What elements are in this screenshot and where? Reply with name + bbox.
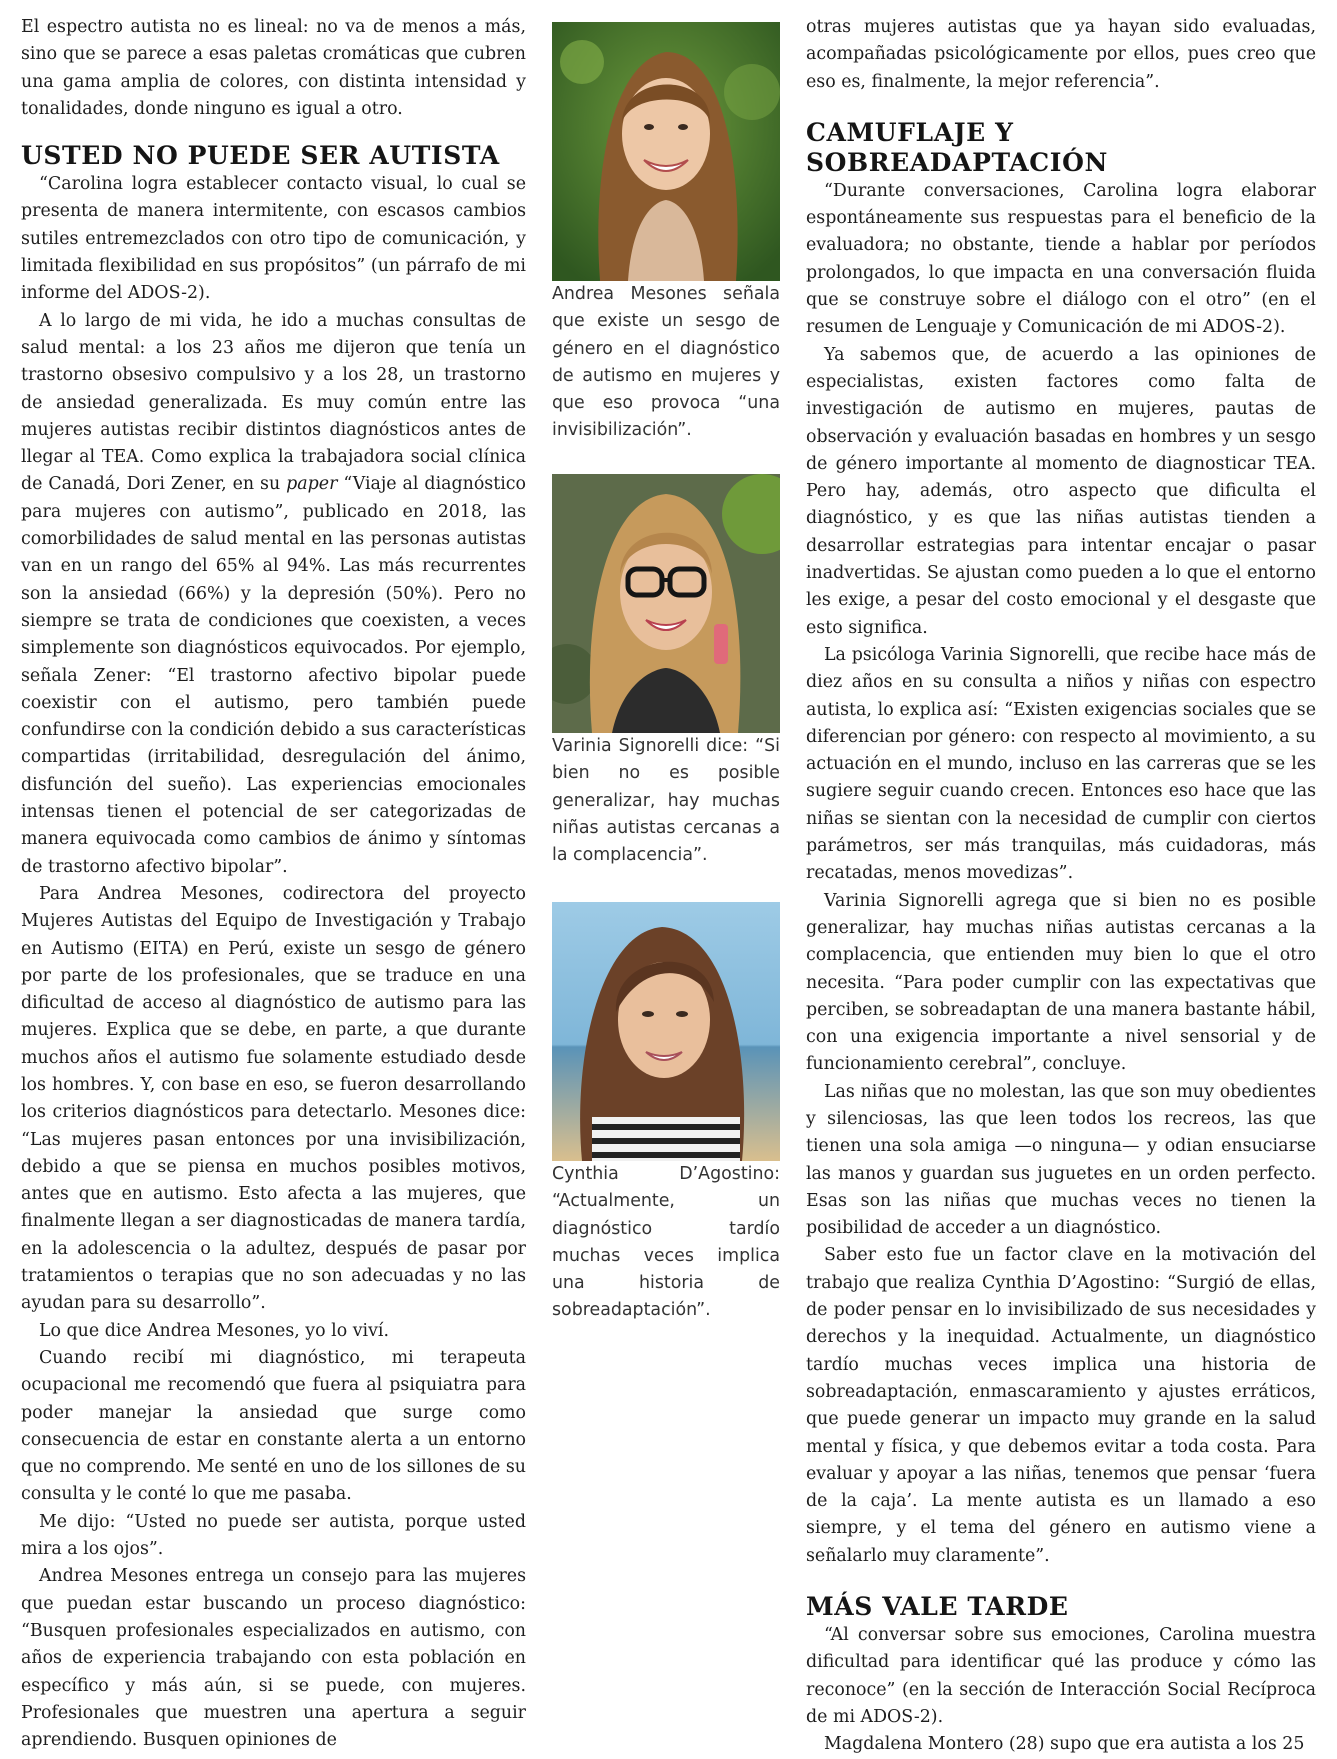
body-paragraph: Cuando recibí mi diagnóstico, mi terapeuta ocupacional me recomendó que fuera al psiquiatra para poder manejar la ansiedad que surge como consecuencia de estar en constante alerta a un entorno que no comprendo. Me senté en uno de los sillones de su consulta y le conté lo que me pasaba. <box>21 1347 526 1505</box>
section-heading-camuflaje: CAMUFLAJE Y SOBREADAPTACIÓN <box>806 117 1108 177</box>
body-paragraph: “Durante conversaciones, Carolina logra elaborar espontáneamente sus respuestas para el beneficio de la evaluadora; no obstante, tiende a hablar por períodos prolongados, lo que impacta en una conversación fluida que se construye sobre el diálogo con el otro” (en el resumen de Lenguaje y Comunicación de mi ADOS-2). <box>806 180 1316 338</box>
body-paragraph: Lo que dice Andrea Mesones, yo lo viví. <box>39 1320 389 1341</box>
photo-caption: Varinia Signorelli dice: “Si bien no es posible generalizar, hay muchas niñas autistas cercanas a la complacencia”. <box>552 736 780 866</box>
body-paragraph: Andrea Mesones entrega un consejo para las mujeres que puedan estar buscando un proceso diagnóstico: “Busquen profesionales especializados en autismo, con años de experiencia trabajando con esta población en específico y más aún, si se puede, con mujeres. Profesionales que muestren una apertura a seguir aprendiendo. Busquen opiniones de <box>21 1566 526 1751</box>
body-paragraph: Me dijo: “Usted no puede ser autista, porque usted mira a los ojos”. <box>21 1511 526 1560</box>
body-paragraph: “Carolina logra establecer contacto visual, lo cual se presenta de manera intermitente, con escasos cambios sutiles entremezclados con otro tipo de comunicación, y limitada flexibilidad en sus propósitos” (un párrafo de mi informe del ADOS-2). <box>21 174 526 304</box>
figure-varinia <box>552 474 780 869</box>
italic-term: paper <box>286 474 338 495</box>
body-paragraph: Varinia Signorelli agrega que si bien no es posible generalizar, hay muchas niñas autistas cercanas a la complacencia, que entienden muy bien lo que el otro necesita. “Para poder cumplir con las expectativas que perciben, se sobreadaptan de una manera bastante hábil, con una exigencia importante a nivel sensorial y de funcionamiento cerebral”, concluye. <box>806 890 1316 1075</box>
section-heading-mas-vale-tarde: MÁS VALE TARDE <box>806 1592 1069 1622</box>
portrait-photo-andrea <box>552 22 780 281</box>
body-paragraph: Saber esto fue un factor clave en la motivación del trabajo que realiza Cynthia D’Agostino: “Surgió de ellas, de poder pensar en lo invisibilizado de sus necesidades y derechos y la inequidad. Actualmente, un diagnóstico tardío muchas veces implica una historia de sobreadaptación, enmascaramiento y ajustes erráticos, que puede generar un impacto muy grande en la salud mental y física, y que debemos evitar a toda costa. Para evaluar y apoyar a las niñas, tenemos que pensar ‘fuera de la caja’. La mente autista es un llamado a eso siempre, y el tema del género en autismo viene a señalarlo muy claramente”. <box>806 1245 1316 1566</box>
intro-paragraph: El espectro autista no es lineal: no va de menos a más, sino que se parece a esas paletas cromáticas que cubren una gama amplia de colores, con distinta intensidad y tonalidades, donde ninguno es igual a otro. <box>21 17 526 119</box>
body-paragraph: Magdalena Montero (28) supo que era autista a los 25 <box>824 1734 1305 1755</box>
body-paragraph: Las niñas que no molestan, las que son muy obedientes y silenciosas, las que leen todos los recreos, las que tienen una sola amiga —o ninguna— y odian ensuciarse las manos y guardan sus juguetes en un orden perfecto. Esas son las niñas que muchas veces no tienen la posibilidad de acceder a un diagnóstico. <box>806 1081 1316 1239</box>
figure-andrea <box>552 22 780 445</box>
body-paragraph: A lo largo de mi vida, he ido a muchas consultas de salud mental: a los 23 años me dijeron que tenía un trastorno obsesivo compulsivo y a los 28, un trastorno de ansiedad generalizada. Es muy común entre las mujeres autistas recibir distintos diagnósticos antes de llegar al TEA. Como explica la trabajadora social clínica de Canadá, Dori Zener, en su paper “Viaje al diagnóstico para mujeres con autismo”, publicado en 2018, las comorbilidades de salud mental en las personas autistas van en un rango del 65% al 94%. Las más recurrentes son la ansiedad (66%) y la depresión (50%). Pero no siempre se trata de condiciones que coexisten, a veces simplemente son diagnósticos equivocados. Por ejemplo, señala Zener: “El trastorno afectivo bipolar puede coexistir con el autismo, pero también puede confundirse con la condición debido a sus características compartidas (irritabilidad, desregulación del ánimo, disfunción del sueño). Las experiencias emocionales intensas tienen el potencial de ser categorizadas de manera equivocada como cambios de ánimo y síntomas de trastorno afectivo bipolar”. <box>21 310 526 877</box>
body-paragraph: Ya sabemos que, de acuerdo a las opiniones de especialistas, existen factores como falta de investigación de autismo en mujeres, pautas de observación y evaluación basadas en hombres y un sesgo de género importante al momento de diagnosticar TEA. Pero hay, además, otro aspecto que dificulta el diagnóstico, y es que las niñas autistas tienden a desarrollar estrategias para intentar encajar o pasar inadvertidas. Se ajustan como pueden a lo que el entorno les exige, a pesar del costo emocional y el desgaste que esto significa. <box>806 344 1316 638</box>
body-paragraph: Para Andrea Mesones, codirectora del proyecto Mujeres Autistas del Equipo de Investigación y Trabajo en Autismo (EITA) en Perú, existe un sesgo de género por parte de los profesionales, que se traduce en una dificultad de acceso al diagnóstico de autismo para las mujeres. Explica que se debe, en parte, a que durante muchos años el autismo fue solamente estudiado desde los hombres. Y, con base en eso, se fueron desarrollando los criterios diagnósticos para detectarlo. Mesones dice: “Las mujeres pasan entonces por una invisibilización, debido a que se piensa en muchos posibles motivos, antes que en autismo. Esto afecta a las mujeres, que finalmente llegan a ser diagnosticadas de manera tardía, en la adolescencia o la adultez, después de pasar por tratamientos o terapias que no son adecuadas y no las ayudan para su desarrollo”. <box>21 883 526 1314</box>
body-paragraph: “Al conversar sobre sus emociones, Carolina muestra dificultad para identificar qué las produce y cómo las reconoce” (en la sección de Interacción Social Recíproca de mi ADOS-2). <box>806 1625 1316 1727</box>
photo-caption: Cynthia D’Agostino: “Actualmente, un diagnóstico tardío muchas veces implica una historia de sobreadaptación”. <box>552 1164 780 1321</box>
left-column <box>21 14 526 1754</box>
section-heading-usted: USTED NO PUEDE SER AUTISTA <box>21 141 500 171</box>
right-column <box>806 14 1316 1759</box>
portrait-photo-cynthia <box>552 902 780 1161</box>
figure-cynthia <box>552 902 780 1325</box>
body-paragraph: otras mujeres autistas que ya hayan sido evaluadas, acompañadas psicológicamente por ellos, pues creo que eso es, finalmente, la mejor referencia”. <box>806 17 1316 92</box>
portrait-photo-varinia <box>552 474 780 733</box>
body-paragraph: La psicóloga Varinia Signorelli, que recibe hace más de diez años en su consulta a niños y niñas con espectro autista, lo explica así: “Existen exigencias sociales que se diferencian por género: con respecto al movimiento, a su actuación en el mundo, incluso en las carreras que se les sugiere seguir cuando crecen. Entonces eso hace que las niñas se sientan con la necesidad de cumplir con ciertos parámetros, ser más tranquilas, más cuidadoras, más recatadas, menos movedizas”. <box>806 644 1316 884</box>
photo-caption: Andrea Mesones señala que existe un sesgo de género en el diagnóstico de autismo en mujeres y que eso provoca “una invisibilización”. <box>552 284 780 441</box>
